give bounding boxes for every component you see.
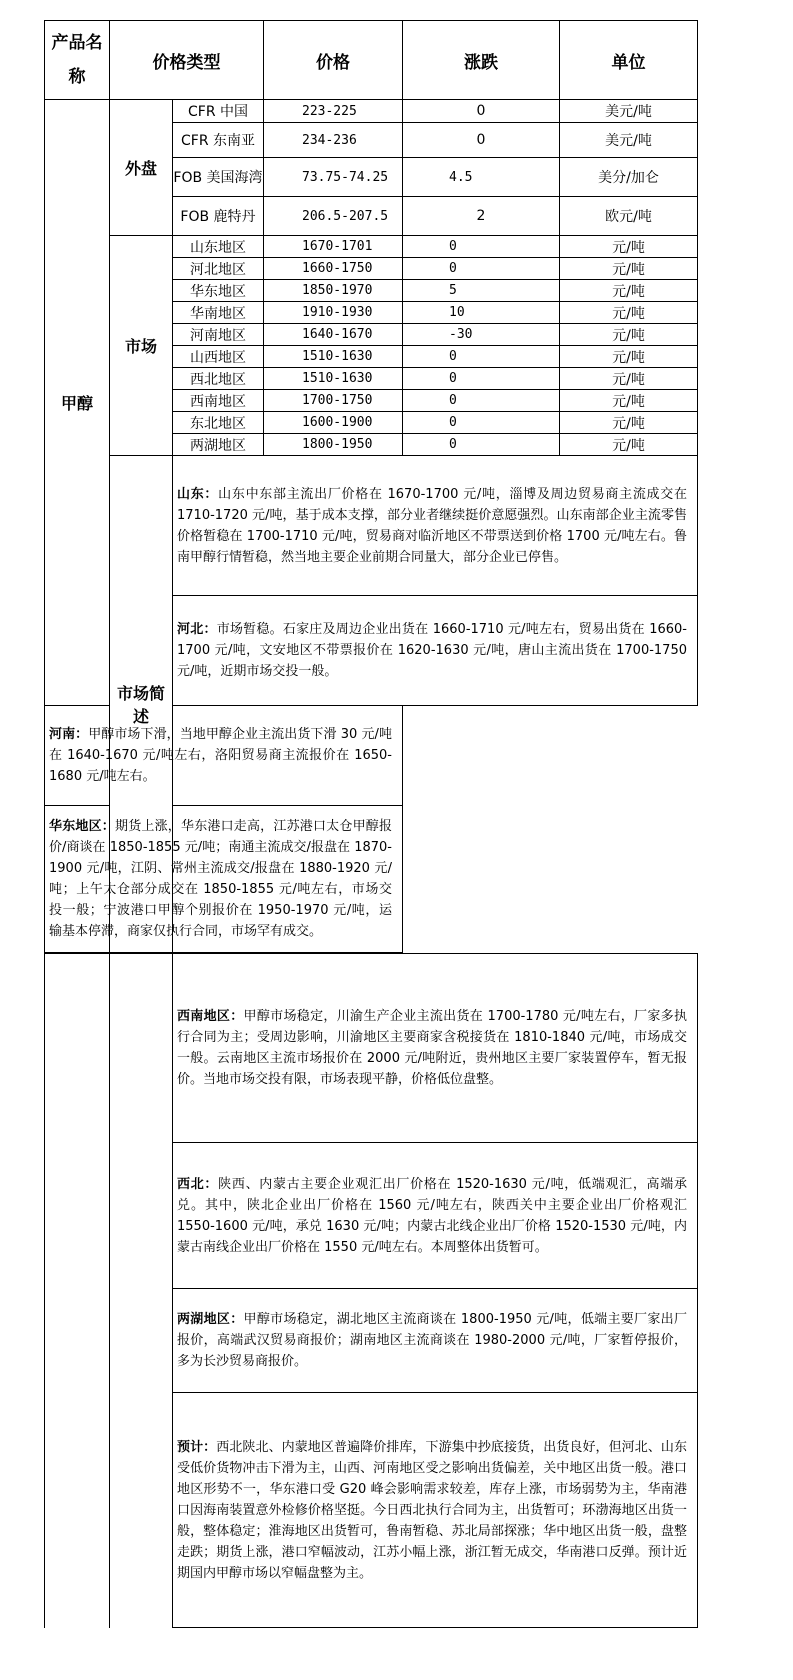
- summary-row: [45, 456, 698, 596]
- change-cell: 0: [403, 412, 560, 434]
- unit-cell: 欧元/吨: [560, 197, 698, 236]
- region-cell: 两湖地区: [173, 434, 264, 456]
- change-cell: 10: [403, 302, 560, 324]
- region-cell: 河北地区: [173, 258, 264, 280]
- region-cell: 华南地区: [173, 302, 264, 324]
- price-cell: 1660-1750: [264, 258, 403, 280]
- product-name: 甲醇: [45, 100, 110, 706]
- summary-hebei: 河北：市场暂稳。石家庄及周边企业出货在 1660-1710 元/吨左右，贸易出货在 1660-1700 元/吨，文安地区不带票报价在 1620-1630 元/吨，唐山主流出货在 1700-1750 元/吨，近期市场交投一般。: [173, 596, 698, 706]
- summary-henan: 河南：甲醇市场下滑，当地甲醇企业主流出货下滑 30 元/吨在 1640-1670 元/吨左右，洛阳贸易商主流报价在 1650-1680 元/吨左右。: [45, 706, 403, 806]
- unit-cell: 美元/吨: [560, 100, 698, 123]
- change-cell: -30: [403, 324, 560, 346]
- change-cell: 0: [403, 390, 560, 412]
- summary-row: [45, 806, 698, 953]
- header-price: 价格: [264, 21, 403, 100]
- header-row: [45, 21, 698, 100]
- change-cell: 0: [403, 346, 560, 368]
- price-cell: 234-236: [264, 123, 403, 158]
- price-cell: 1640-1670: [264, 324, 403, 346]
- summary-huadong: 华东地区：期货上涨，华东港口走高，江苏港口太仓甲醇报价/商谈在 1850-1855 元/吨；南通主流成交/报盘在 1870-1900 元/吨，江阴、常州主流成交/报盘在 1880-1920 元/吨；上午太仓部分成交在 1850-1855 元/吨左右，市场交投一般；宁波港口甲醇个别报价在 1950-1970 元/吨，运输基本停滞，商家仅执行合同，市场罕有成交。: [45, 806, 403, 953]
- group-market: 市场: [110, 236, 173, 456]
- unit-cell: 美分/加仑: [560, 158, 698, 197]
- region-cell: 西南地区: [173, 390, 264, 412]
- change-cell: 0: [403, 100, 560, 123]
- group-summary: 市场简述: [110, 456, 173, 953]
- header-price-type: 价格类型: [110, 21, 264, 100]
- unit-cell: 美元/吨: [560, 123, 698, 158]
- change-cell: 4.5: [403, 158, 560, 197]
- unit-cell: 元/吨: [560, 258, 698, 280]
- price-cell: 1700-1750: [264, 390, 403, 412]
- change-cell: 0: [403, 236, 560, 258]
- unit-cell: 元/吨: [560, 280, 698, 302]
- unit-cell: 元/吨: [560, 368, 698, 390]
- price-cell: 1910-1930: [264, 302, 403, 324]
- unit-cell: 元/吨: [560, 346, 698, 368]
- table-row: [45, 236, 698, 258]
- change-cell: 5: [403, 280, 560, 302]
- region-cell: 东北地区: [173, 412, 264, 434]
- price-cell: 73.75-74.25: [264, 158, 403, 197]
- header-unit: 单位: [560, 21, 698, 100]
- summary-table-continued: [44, 953, 698, 1628]
- price-cell: 1510-1630: [264, 368, 403, 390]
- price-cell: 206.5-207.5: [264, 197, 403, 236]
- header-change: 涨跌: [403, 21, 560, 100]
- table-row: [45, 100, 698, 123]
- unit-cell: 元/吨: [560, 236, 698, 258]
- summary-forecast: 预计：西北陕北、内蒙地区普遍降价排库，下游集中抄底接货，出货良好，但河北、山东受低价货物冲击下滑为主，山西、河南地区受之影响出货偏差，关中地区出货一般。港口地区形势不一，华东港口受 G20 峰会影响需求较差，库存上涨，市场弱势为主，华南港口因海南装置意外检修价格坚挺。今日西北执行合同为主，出货暂可；环渤海地区出货一般，整体稳定；淮海地区出货暂可，鲁南暂稳、苏北局部探涨；华中地区出货一般，盘整走跌；期货上涨，港口窄幅波动，江苏小幅上涨，浙江暂无成交，华南港口反弹。预计近期国内甲醇市场以窄幅盘整为主。: [173, 1393, 698, 1628]
- price-type-cell: FOB 鹿特丹: [173, 197, 264, 236]
- price-cell: 1800-1950: [264, 434, 403, 456]
- price-cell: 1510-1630: [264, 346, 403, 368]
- region-cell: 河南地区: [173, 324, 264, 346]
- unit-cell: 元/吨: [560, 324, 698, 346]
- group-blank: [110, 954, 173, 1628]
- group-foreign: 外盘: [110, 100, 173, 236]
- unit-cell: 元/吨: [560, 302, 698, 324]
- summary-row: [45, 954, 698, 1143]
- price-cell: 1600-1900: [264, 412, 403, 434]
- change-cell: 0: [403, 434, 560, 456]
- region-cell: 华东地区: [173, 280, 264, 302]
- unit-cell: 元/吨: [560, 390, 698, 412]
- price-table: [44, 20, 698, 953]
- price-type-cell: CFR 东南亚: [173, 123, 264, 158]
- summary-lianghu: 两湖地区：甲醇市场稳定，湖北地区主流商谈在 1800-1950 元/吨，低端主要厂家出厂报价，高端武汉贸易商报价；湖南地区主流商谈在 1980-2000 元/吨，厂家暂停报价，多为长沙贸易商报价。: [173, 1289, 698, 1393]
- summary-xibei: 西北：陕西、内蒙古主要企业观汇出厂价格在 1520-1630 元/吨，低端观汇，高端承兑。其中，陕北企业出厂价格在 1560 元/吨左右，陕西关中主要企业出厂价格观汇 1550-1600 元/吨，承兑 1630 元/吨；内蒙古北线企业出厂价格 1520-1530 元/吨，内蒙古南线企业出厂价格在 1550 元/吨左右。本周整体出货暂可。: [173, 1143, 698, 1289]
- summary-shandong: 山东：山东中东部主流出厂价格在 1670-1700 元/吨，淄博及周边贸易商主流成交在 1710-1720 元/吨，基于成本支撑，部分业者继续挺价意愿强烈。山东南部企业主流零售价格暂稳在 1700-1710 元/吨，贸易商对临沂地区不带票送到价格 1700 元/吨左右。鲁南甲醇行情暂稳，然当地主要企业前期合同量大，部分企业已停售。: [173, 456, 698, 596]
- price-type-cell: FOB 美国海湾: [173, 158, 264, 197]
- price-cell: 1850-1970: [264, 280, 403, 302]
- region-cell: 山东地区: [173, 236, 264, 258]
- change-cell: 2: [403, 197, 560, 236]
- change-cell: 0: [403, 368, 560, 390]
- change-cell: 0: [403, 258, 560, 280]
- price-cell: 1670-1701: [264, 236, 403, 258]
- header-product-name: 产品名称: [45, 21, 110, 100]
- region-cell: 山西地区: [173, 346, 264, 368]
- price-cell: 223-225: [264, 100, 403, 123]
- price-type-cell: CFR 中国: [173, 100, 264, 123]
- product-name-blank: [45, 954, 110, 1628]
- unit-cell: 元/吨: [560, 434, 698, 456]
- unit-cell: 元/吨: [560, 412, 698, 434]
- region-cell: 西北地区: [173, 368, 264, 390]
- summary-xinan: 西南地区：甲醇市场稳定，川渝生产企业主流出货在 1700-1780 元/吨左右，厂家多执行合同为主；受周边影响，川渝地区主要商家含税接货在 1810-1840 元/吨，市场成交一般。云南地区主流市场报价在 2000 元/吨附近，贵州地区主要厂家装置停车，暂无报价。当地市场交投有限，市场表现平静，价格低位盘整。: [173, 954, 698, 1143]
- change-cell: 0: [403, 123, 560, 158]
